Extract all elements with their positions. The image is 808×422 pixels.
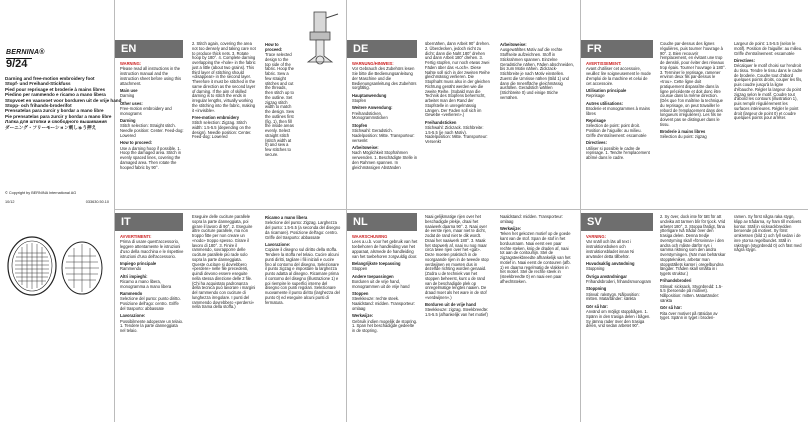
paragraph: Teken het gekozen motief op de goede kant van de stof. Span de stof in het borduurraam. Naai eerst een paar rechte steken, knip de draden af, naai tot aan de contourlijn. Stel de zigzagsteekbreedte afhankelijk van het motief in. Naai eerst de contouren (afb. 1) en daarna regelmatig de vlakken in het motief. Stel de rechte steek in (steekbreedte 0) en naai een paar afhechtsteken. — [500, 231, 571, 284]
text-column-de-1 — [352, 62, 418, 207]
text-column-de-3 — [500, 42, 574, 192]
paragraph: Naaldstand: midden. Transporteur: omlaag — [500, 214, 564, 224]
section-heading: How to proceed: — [265, 42, 283, 52]
paragraph: Trace selected design to the top side of the fabric. Hoop the fabric. Sew a few straight stitches and cut the threads, then stitch up to the outline. Set zigzag stitch width to match the design. Sew the outlines first (fig. 1), then fill the inside areas evenly. Select straight stitch (stitch width at 0) and sew a few stitches to secure. — [265, 52, 295, 157]
text-column-sv-3 — [734, 215, 804, 335]
product-title: Pie prensatelas para zurcir y bordar a mano libre — [5, 113, 112, 119]
section-heading: Darning — [120, 118, 136, 124]
text-column-nl-3 — [500, 215, 574, 365]
paragraph: Selezione del punto: punto diritto. Posizione dell'ago: centro. Griffe del trasporto: abbassate — [120, 296, 181, 311]
section-heading: Stoppning — [586, 286, 607, 292]
text-column-it-3 — [265, 215, 341, 419]
section-heading: Arbeitsweise: — [352, 145, 379, 150]
paragraph: Ausgewähltes Motiv auf die rechte Stoffseite aufzeichnen. Stoff in Stickrahmen spannen. Einzelne Geradstiche nähen, Fäden abschneiden, bis zum Motiv nähen. Zickzack-Stichbreite je nach Motiv einstellen. Zuerst die Umrisse nähen (Bild 1) und dann die Innenfläche gleichmässig ausfüllen. Geradstich wählen (Stichbreite 0) und einige Stiche vernähen. — [500, 47, 574, 100]
paragraph: Utiliser si possible le cadre de reprisage. 1. Tendre l'emplacement abîmé dans le cadre. — [586, 145, 650, 161]
section-heading: Main use — [120, 87, 138, 93]
paragraph: Stinval: sicksack. Stygnbredd: 1.5-5.5 (beroende på motivet). Nålposition: mitten. Matartänder: sänkta — [660, 283, 723, 303]
product-title: Лапка для штопки и свободного вышивания — [5, 119, 107, 125]
product-title: Stopf- und Freihand-Stickfuss — [5, 81, 71, 87]
paragraph: Stopfen — [352, 98, 367, 104]
paragraph: übernähen, dann Arbeit 90° drehen. 2. Überdecken, jedoch nicht zu dicht; dann die Naht 180° drehen und dann Arbeit 180° drehen. 3. Fertig stopfen, nur noch etwas zwei Fäden über das «Loch». Diese Nahte soll sich in der zweiten Reihe gleichmässig verlieren. Die Stopfnaht muss also in der gleichen Richtung genäht werden wie die zweite Reihe. (Sobald man die Technik des Stopfens beherrscht, arbeitet man den Rand der Stopfstelle in unregelmässig Längen. Der Faden soll sich im Gewebe «verlieren».) — [425, 41, 490, 118]
section-heading: Utilisation principale — [586, 87, 627, 93]
section-heading: WAARSCHUWING — [352, 234, 388, 239]
section-heading: Stopfen — [352, 122, 368, 128]
language-header-de: DE — [347, 40, 417, 58]
paragraph: Please read all instructions in the instruction manual and the instruction sheet before using this attachment. — [120, 66, 181, 86]
text-column-sv-1 — [586, 235, 652, 419]
text-column-nl-2 — [425, 215, 491, 419]
darning-illustration — [6, 235, 58, 297]
product-title: Stopvoet en vaasvoet voor borduren uit de vrije hand — [5, 97, 122, 103]
paragraph: Steekkeuze: rechte steek. Naaldstand: midden. Transporteur: omlaag — [352, 296, 416, 311]
paragraph: Sélection du point: zigzag — [660, 134, 707, 140]
paragraph: Använd om möjligt stoppbågen. 1. Spänn in den trasiga delen i bågen. Sy jämna rader över den trasiga delen, vrid sedan arbetet 90°. — [586, 309, 651, 329]
text-column-it-2 — [192, 215, 256, 419]
product-title: ダーニング・フリーモーション刺しゅう押え — [5, 124, 97, 130]
paragraph: Naai gelijkmatige rijen over het beschadigde plekje, draai het naaiwerk daarna 90°. 2. Naai over de eerste rijen, maar niet te dicht, zodat de rand niet te dik wordt. Draai het naaiwerk 180°. 3. Maak het stopwerk af, naai nu nog maar circa twee rijen over het «gat». Deze moeten praktisch in de voorgaande rijen in de tweede stop verdwijnen en moeten dus in dezelfde richting worden genaaid. (Zodra u de techniek van het stoppen beheerst, kunt u de rand van de beschadigde plek op onregelmatige lengtes naaien. De draad moet als het ware in de stof «verdwijnen».) — [425, 214, 489, 300]
product-title: Prensatelas para zurcir y bordar a mano libre — [5, 108, 104, 114]
paragraph: Var snäll och läs all text i instruktionsboken och instruktionsbladet innan Ni använder detta tillbehör. — [586, 239, 635, 259]
paragraph: 2. Stitch again, covering the area not too densely and taking care not to produce thick nets. 3. Rotate hoop by 180°. 4. Complete darning overlapping the «hole» in the fabric just a little (about two grains). This third layer of stitching should «disappear» in the second layer. Therefore it must be stitched in the same direction as the second layer of darning. If the aim of skilled darning is to stitch the ends in irregular lengths, virtually working the stitching into the fabric, making it «invisible». — [192, 41, 256, 113]
language-header-en: EN — [115, 40, 183, 58]
brand-logo: BERNINA® — [6, 49, 45, 56]
text-column-it-1 — [120, 235, 184, 419]
text-column-de-2 — [425, 42, 491, 207]
print-date: 10/12 — [5, 200, 15, 204]
paragraph: Vor Gebrauch des Zubehörs lesen Sie bitte die Bedienungsanleitung der Maschine und die Bedienungsanleitung des Zubehörs sorgfältig. — [352, 66, 417, 91]
section-heading: Free-motion embroidery — [192, 114, 240, 120]
paragraph: Free-motion embroidery and monograms — [120, 105, 172, 116]
text-column-sv-2 — [660, 215, 726, 419]
text-column-fr-1 — [586, 62, 652, 207]
paragraph: Stitch selection: Zigzag. Stitch width: 1.5-5.5 (depending on the design). Needle position: Center. Feed-dog: Lowered — [192, 120, 252, 140]
product-title: Pied pour reprisage et broderie à mains libres — [5, 86, 106, 92]
section-heading: Other uses: — [120, 100, 143, 106]
section-heading: AVERTISSEMENT: — [586, 61, 622, 66]
section-heading: Hauptanwendung — [352, 92, 387, 98]
paragraph: 2. Sy över, dock inte för tätt för att undvika att tarmen blir för tjock. Vrid arbetet 180°. 3. Stoppa färdigt, fäna ytterligare två trådar över den trasiga delen. Denna tredje överstyrning skall «försvinna» i den andra och måste därför sys i samma riktning som den andra överstyrningen. (När man behärskar stopptekniken, arbetar man stoppställets kanter i oregelbundna längder. Tråden skall smälta in i tygets struktur.) — [660, 214, 726, 276]
section-heading: WARNUNG/HINWEIS: — [352, 61, 394, 66]
paragraph: Nach Möglichkeit Stopfrahmen verwenden. 1. Beschädigte Stelle in den Rahmen spannen. In gleichmässigen Abständen — [352, 150, 418, 170]
paragraph: Frihandsbroderi, frihandsmonogram — [586, 278, 652, 284]
section-heading: Stoppen — [352, 291, 369, 297]
section-heading: Directives: — [734, 57, 755, 63]
text-column-fr-3 — [734, 42, 804, 202]
paragraph: Stichwahl: Zickzack. Stichbreite: 1.5-5.5 (je nach Motiv). Nadelposition: Mitte. Transporteur: Versenkt — [425, 124, 488, 145]
section-heading: Arbeitsweise: — [500, 42, 527, 47]
section-heading: Rammendo — [120, 291, 143, 297]
paragraph: Stoppen — [352, 266, 368, 272]
section-heading: Gör så här: — [586, 303, 608, 309]
section-heading: Broderie à mains libres — [660, 129, 706, 135]
paragraph: Broderie et monogrammes à mains libres — [586, 105, 650, 116]
product-title: Piedino per rammendo e ricamo a mano libera — [5, 92, 106, 98]
section-heading: Gör så här: — [660, 305, 682, 311]
paragraph: ramen. Sy först några raka stygn, klipp av trådarna, sy fram till motivets kontur. Ställ in sicksackbredden beroende på motivet. Sy först omkretsen (bild 1) och fyll sedan i de inre ytorna regelbundet. Ställ in rakstygn (stygnbredd 0) och fäst med några stygn. — [734, 214, 802, 253]
section-heading: AVVERTIMENTI: — [120, 234, 152, 239]
product-title: Darning and free-motion embroidery foot — [5, 76, 95, 81]
text-column-en-2 — [192, 42, 256, 207]
product-titles — [5, 76, 122, 130]
paragraph: Stichwahl: Geradstich. Nadelposition: Mitte. Transporteur: versenkt — [352, 128, 415, 143]
text-column-en-3 — [265, 42, 295, 162]
paragraph: Reprisage — [586, 93, 605, 99]
paragraph: Rita över motivet på rätsidan av tyget. Spänn in tyget i broderi- — [660, 310, 718, 321]
paragraph: Copiare il disegno sul diritto della stoffa. Tendere la stoffa nel telaio. Cucire alcuni punti diritti, tagliare i fili iniziali e cucire fino al contorno del disegno. Selezionare il punto zigzag e impostare la larghezza punto adatta al disegno. Ricamare prima il contorno del disegno (illustrazione 1) e poi riempire le superfici interne del disegno con punti regolari. Selezionare nuovamente il punto diritto (larghezza del punto 0) ed eseguire alcuni punti di fermatura. — [265, 247, 340, 305]
paragraph: Eseguire delle cuciture parallele sopra la parte danneggiata, poi girare il lavoro di 90°. 2. Eseguire altre cuciture parallele, ma non troppo fitte per non creare un «nodo» troppo spesso. Girare il lavoro di 180°. 3. Finire il rammendo, sovrapporre delle cuciture parallele più rade solo sopra la parte danneggiata. Queste cuciture si dovrebbero «perdere» nelle file precedenti, quindi devono essere eseguite nella stessa direzione delle 2 file. (Chi ha acquistato padronanza della tecnica può lavorare i margini del rammendo con cuciture di lunghezza irregolare. I punti del rammendo dovrebbero «perdersi» nella trama della stoffa.) — [192, 214, 256, 310]
section-heading: Huvudsaklig användning — [586, 260, 635, 266]
language-header-sv: SV — [581, 213, 653, 231]
paragraph: Gebruik indien mogelijk de stopring. 1. Span het beschadigde gedeelte in de stopring. — [352, 318, 418, 334]
section-heading: Directives: — [586, 140, 607, 146]
paragraph: Rammendo — [120, 266, 142, 272]
section-heading: Werkwijze: — [500, 226, 522, 232]
paragraph: Décalquer le motif choisi sur l'endroit du tissu. Tendre le tissu dans le cadre de broderie. Coudre tout d'abord quelques points droits, couper les fils, puis coudre jusqu'à la ligne d'ébauche. Régler la largeur du point zigzag selon le motif. Coudre tout d'abord les contours (illustration 1), puis remplir régulièrement les surfaces intérieures. Régler le point droit (largeur de point 0) et coudre quelques points pour arrêter. — [734, 63, 803, 121]
text-column-en-1 — [120, 62, 184, 207]
paragraph: Sélection de point: point droit. Position de l'aiguille: au milieu. Griffe d'entraînement: escamotée — [586, 123, 647, 138]
copyright: © Copyright by BERNINA International AG — [5, 191, 77, 195]
paragraph: Prima di usare quest'accessorio, leggere attentamente le istruzioni d'uso della macchina e le rispettive istruzioni d'uso dell'accessorio. — [120, 239, 184, 259]
cover-panel — [0, 0, 122, 422]
paragraph: Lees a.u.b. voor het gebruik van het toebehoren de handleiding van het apparaat, alsmede de handleiding van het toebehoren zorgvuldig door. — [352, 239, 418, 259]
paragraph: Steekkeuze: zigzag. Steekbreedte: 1.5-5.5 (afhankelijk van het motief) — [425, 307, 489, 318]
print-codes — [5, 200, 109, 204]
paragraph: Selezione del punto: Zigzag. Larghezza del punto: 1.5-5.5 (a seconda del disegno da ricamare). Posizione dell'ago: centro. Griffe del trasporto: abbassate — [265, 220, 341, 240]
paragraph: Largeur de point: 1.5-5.5 (selon le motif). Position de l'aiguille: au milieu. Griffe d'entraînement: escamotée — [734, 41, 803, 56]
paragraph: Ricamo a mano libera, monogramma a mano libera — [120, 278, 172, 289]
section-heading: Lavorazione: — [120, 313, 146, 319]
darning-detail-illustration — [60, 240, 104, 296]
section-heading: WARNING: — [120, 61, 142, 66]
language-header-it: IT — [115, 213, 183, 231]
paragraph: Stinval: rakstygn. Nålposition: mitten. Matartänder: sänkta — [586, 291, 640, 302]
paragraph: Possibilmente adoperare un telaio. 1. Tendere la parte danneggiata nel telaio. — [120, 318, 184, 334]
section-heading: Freihandsticken — [425, 119, 457, 125]
section-heading: Weitere Anwendung: — [352, 105, 393, 111]
text-column-fr-2 — [660, 42, 726, 207]
section-heading: Impiego principale — [120, 260, 157, 266]
section-heading: Övriga användningar — [586, 273, 627, 279]
section-heading: How to proceed: — [120, 140, 153, 146]
text-column-nl-1 — [352, 235, 418, 419]
language-header-fr: FR — [581, 40, 653, 58]
section-heading: Reprisage — [586, 118, 606, 124]
section-heading: Frihandsbroderi — [660, 278, 692, 284]
paragraph: Avant d'utiliser cet accessoire, veuillez lire soigneusement le mode d'emploi de la machine et celui de cet accessoire. — [586, 66, 651, 86]
paragraph: Stitch selection: Straight stitch. Needle position: Center. Feed-dog: Lowered — [120, 123, 184, 138]
paragraph: Stoppning — [586, 266, 605, 272]
section-heading: Andere toepassingen — [352, 273, 394, 279]
paragraph: Use a darning hoop if possible. 1. Hoop the damaged area. Stitch in evenly spaced lines, covering the damaged area. Then rotate the hooped fabric by 90°. — [120, 145, 181, 170]
product-title: Stopp- och frihands-broderifot — [5, 103, 72, 109]
language-header-nl: NL — [347, 213, 417, 231]
paragraph: Freihandsticken, Monogrammsticken — [352, 110, 388, 121]
section-heading: Lavorazione: — [265, 241, 291, 247]
paragraph: Coudre par-dessus des lignes régulières, puis tourner l'ouvrage à 90°. 2. Bien recouvrir l'emplacement, en évitant une trop de densité, pour éviter des réseaux trop épais. Tourner l'ouvrage à 180°. 3. Terminer le reprisage, ramener environ deux fils par-dessus le «trou». Cette ligne doit pratiquement disparaître dans la ligne précédente et doit donc être cousue dans la même direction. (Dès que l'on maîtrise la technique du reprisage, on peut travailler le rebord de l'emplacement dans des longueurs irrégulières). Les fils ne doivent pas se distinguer dans le tissu. — [660, 41, 726, 127]
section-heading: VARNING: — [586, 234, 606, 239]
section-heading: Belangrijkste toepassing — [352, 260, 401, 266]
section-heading: Werkwijze: — [352, 313, 374, 319]
paragraph: Borduren uit de vrije hand, monogrammen uit de vrije hand — [352, 278, 410, 289]
section-heading: Altri impieghi: — [120, 273, 148, 279]
foot-number: 9/24 — [6, 58, 28, 70]
section-heading: Autres utilisations: — [586, 100, 624, 106]
article-code: 033630.50.10 — [85, 200, 109, 204]
section-heading: Borduren uit de vrije hand — [425, 302, 476, 308]
section-heading: Ricamo a mano libera — [265, 215, 308, 220]
paragraph: Darning — [120, 93, 135, 99]
